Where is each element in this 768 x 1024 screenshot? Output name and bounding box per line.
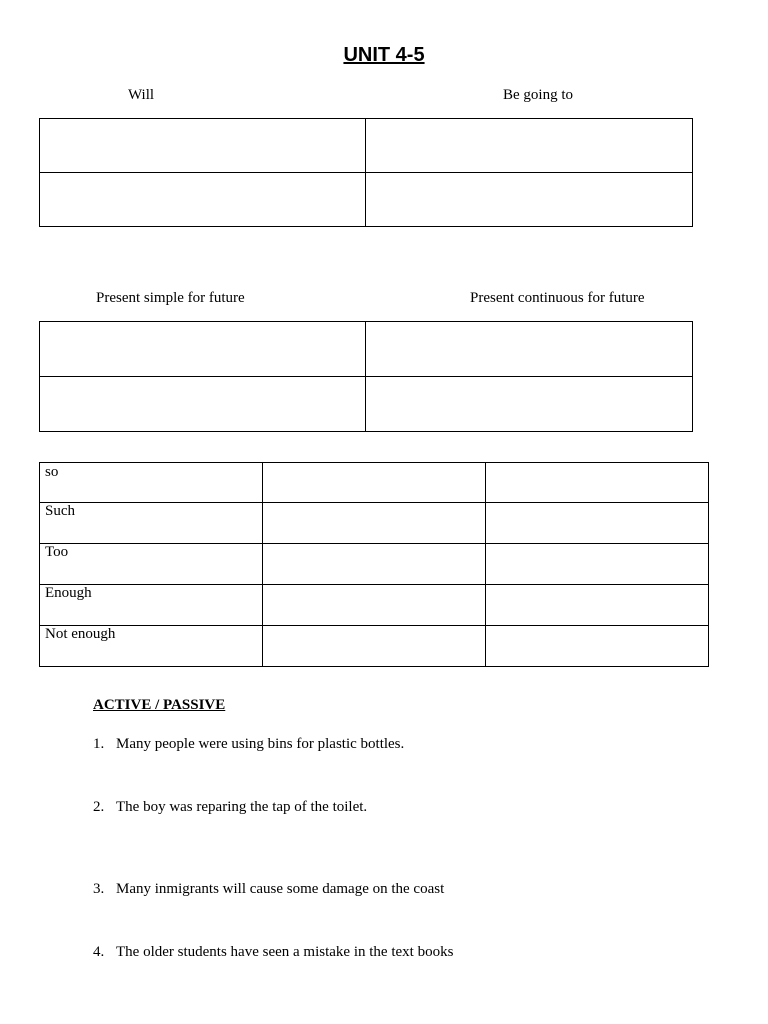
- page-title: UNIT 4-5: [343, 44, 425, 66]
- list-item: [93, 881, 444, 898]
- item-number: 3.: [93, 881, 105, 897]
- table-row: [40, 503, 709, 544]
- going-to-cell-2[interactable]: [366, 173, 693, 227]
- answer-cell[interactable]: [486, 585, 709, 626]
- item-number: 1.: [93, 736, 105, 752]
- present-forms-table: [39, 321, 693, 432]
- present-continuous-cell-2[interactable]: [366, 377, 693, 432]
- row-label-cell: [40, 463, 263, 503]
- row-label: so: [45, 464, 59, 480]
- present-continuous-label: Present continuous for future: [470, 290, 645, 306]
- will-cell-2[interactable]: [40, 173, 366, 227]
- row-label-cell: [40, 544, 263, 585]
- row-label: Too: [45, 544, 69, 560]
- will-label: Will: [128, 87, 155, 103]
- item-number: 2.: [93, 799, 105, 815]
- active-passive-heading: ACTIVE / PASSIVE: [93, 697, 226, 713]
- list-item: [93, 736, 404, 753]
- item-sentence: Many inmigrants will cause some damage on the coast: [116, 881, 445, 897]
- item-number: 4.: [93, 944, 105, 960]
- row-label-cell: [40, 585, 263, 626]
- row-label: Not enough: [45, 626, 116, 642]
- answer-cell[interactable]: [486, 463, 709, 503]
- item-sentence: The boy was reparing the tap of the toilet.: [116, 799, 368, 815]
- present-simple-cell-1[interactable]: [40, 322, 366, 377]
- item-sentence: The older students have seen a mistake in the text books: [116, 944, 454, 960]
- item-sentence: Many people were using bins for plastic bottles.: [116, 736, 405, 752]
- answer-cell[interactable]: [263, 626, 486, 667]
- answer-cell[interactable]: [263, 463, 486, 503]
- list-item: [93, 944, 453, 961]
- row-label-cell: [40, 626, 263, 667]
- list-item: [93, 799, 367, 816]
- degree-table: [39, 462, 709, 667]
- table-row: [40, 463, 709, 503]
- table-row: [40, 585, 709, 626]
- will-cell-1[interactable]: [40, 119, 366, 173]
- will-going-to-table: [39, 118, 693, 227]
- answer-cell[interactable]: [486, 503, 709, 544]
- row-label: Such: [45, 503, 75, 519]
- going-to-cell-1[interactable]: [366, 119, 693, 173]
- table-row: [40, 544, 709, 585]
- present-simple-label: Present simple for future: [96, 290, 245, 306]
- answer-cell[interactable]: [263, 544, 486, 585]
- present-simple-cell-2[interactable]: [40, 377, 366, 432]
- answer-cell[interactable]: [263, 503, 486, 544]
- going-to-label: Be going to: [503, 87, 573, 103]
- answer-cell[interactable]: [263, 585, 486, 626]
- row-label: Enough: [45, 585, 92, 601]
- table-row: [40, 626, 709, 667]
- present-continuous-cell-1[interactable]: [366, 322, 693, 377]
- answer-cell[interactable]: [486, 544, 709, 585]
- answer-cell[interactable]: [486, 626, 709, 667]
- row-label-cell: [40, 503, 263, 544]
